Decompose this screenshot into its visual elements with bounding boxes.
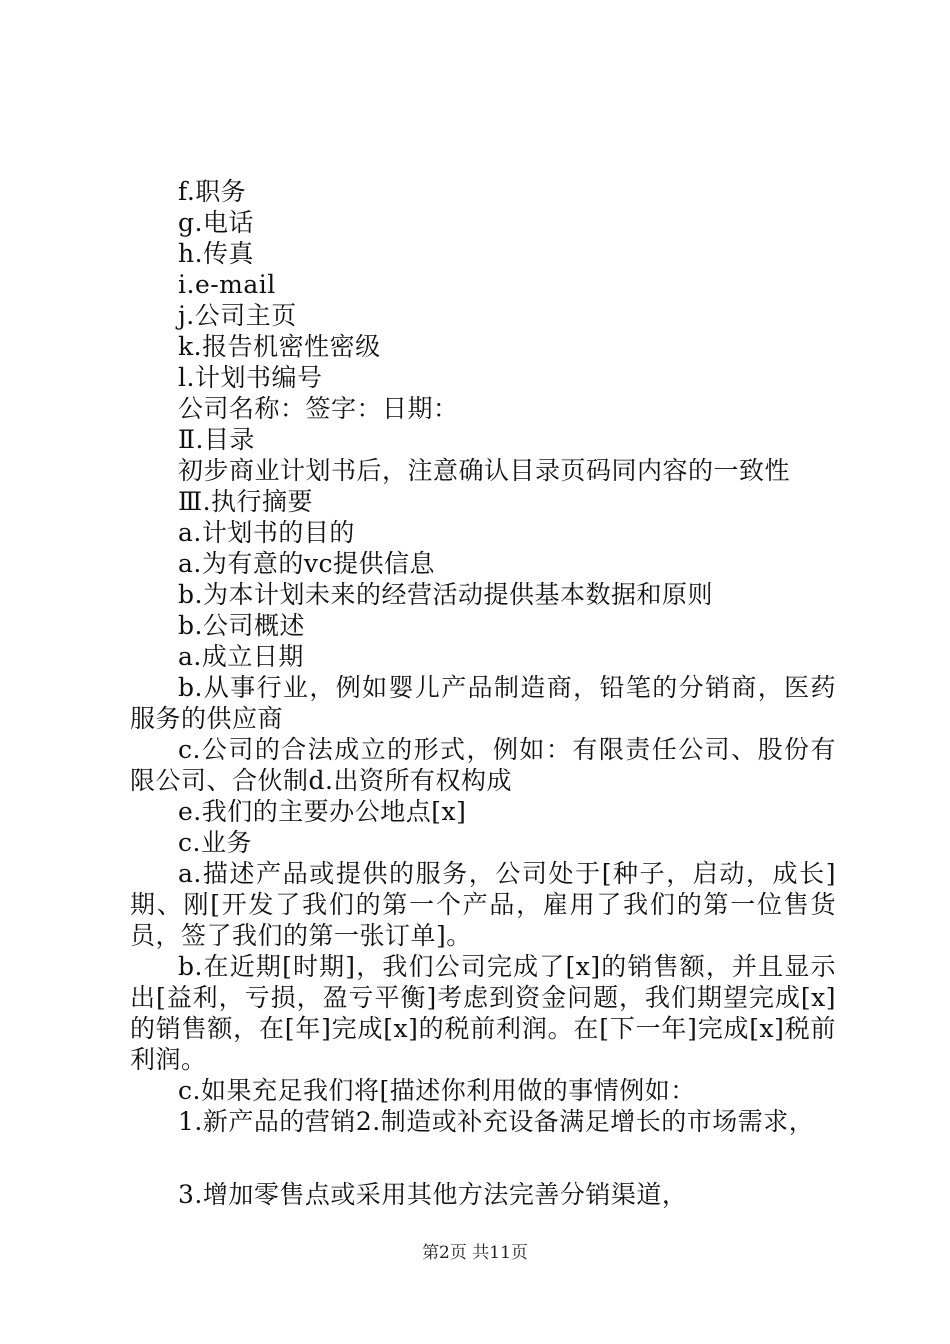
- list-item: k.报告机密性密级: [178, 332, 381, 361]
- list-item: h.传真: [178, 239, 255, 268]
- document-body: [130, 176, 836, 1210]
- list-item: b.为本计划未来的经营活动提供基本数据和原则: [178, 580, 713, 609]
- blank-space: [130, 1137, 836, 1179]
- list-item: g.电话: [178, 208, 254, 237]
- list-item: a.为有意的vc提供信息: [178, 549, 435, 578]
- paragraph: b.从事行业，例如婴儿产品制造商，铅笔的分销商，医药服务的供应商: [130, 673, 836, 733]
- list-item: a.计划书的目的: [178, 518, 355, 547]
- section-heading: Ⅱ.目录: [178, 425, 255, 454]
- paragraph: a.描述产品或提供的服务，公司处于[种子，启动，成长]期、刚[开发了我们的第一个产品，雇用了我们的第一位售货员，签了我们的第一张订单]。: [130, 859, 836, 950]
- list-item: 3.增加零售点或采用其他方法完善分销渠道，: [178, 1180, 688, 1209]
- list-item: c.如果充足我们将[描述你利用做的事情例如：: [178, 1076, 696, 1105]
- list-item: 1.新产品的营销2.制造或补充设备满足增长的市场需求，: [178, 1107, 815, 1136]
- list-item: b.公司概述: [178, 611, 305, 640]
- signature-line: 公司名称：签字：日期：: [178, 394, 459, 423]
- list-item: c.业务: [178, 828, 252, 857]
- list-item: l.计划书编号: [178, 363, 323, 392]
- section-heading: Ⅲ.执行摘要: [178, 487, 314, 516]
- list-item: i.e-mail: [178, 270, 276, 299]
- text-line: 初步商业计划书后，注意确认目录页码同内容的一致性: [178, 456, 791, 485]
- list-item: e.我们的主要办公地点[x]: [178, 797, 467, 826]
- list-item: f.职务: [178, 177, 247, 206]
- paragraph: c.公司的合法成立的形式，例如：有限责任公司、股份有限公司、合伙制d.出资所有权构成: [130, 735, 836, 795]
- list-item: j.公司主页: [178, 301, 297, 330]
- paragraph: b.在近期[时期]，我们公司完成了[x]的销售额，并且显示出[益利，亏损，盈亏平衡]考虑到资金问题，我们期望完成[x]的销售额，在[年]完成[x]的税前利润。在[下一年]完成[x]税前利润。: [130, 952, 836, 1074]
- page-footer: 第2页 共11页: [422, 1243, 528, 1263]
- list-item: a.成立日期: [178, 642, 304, 671]
